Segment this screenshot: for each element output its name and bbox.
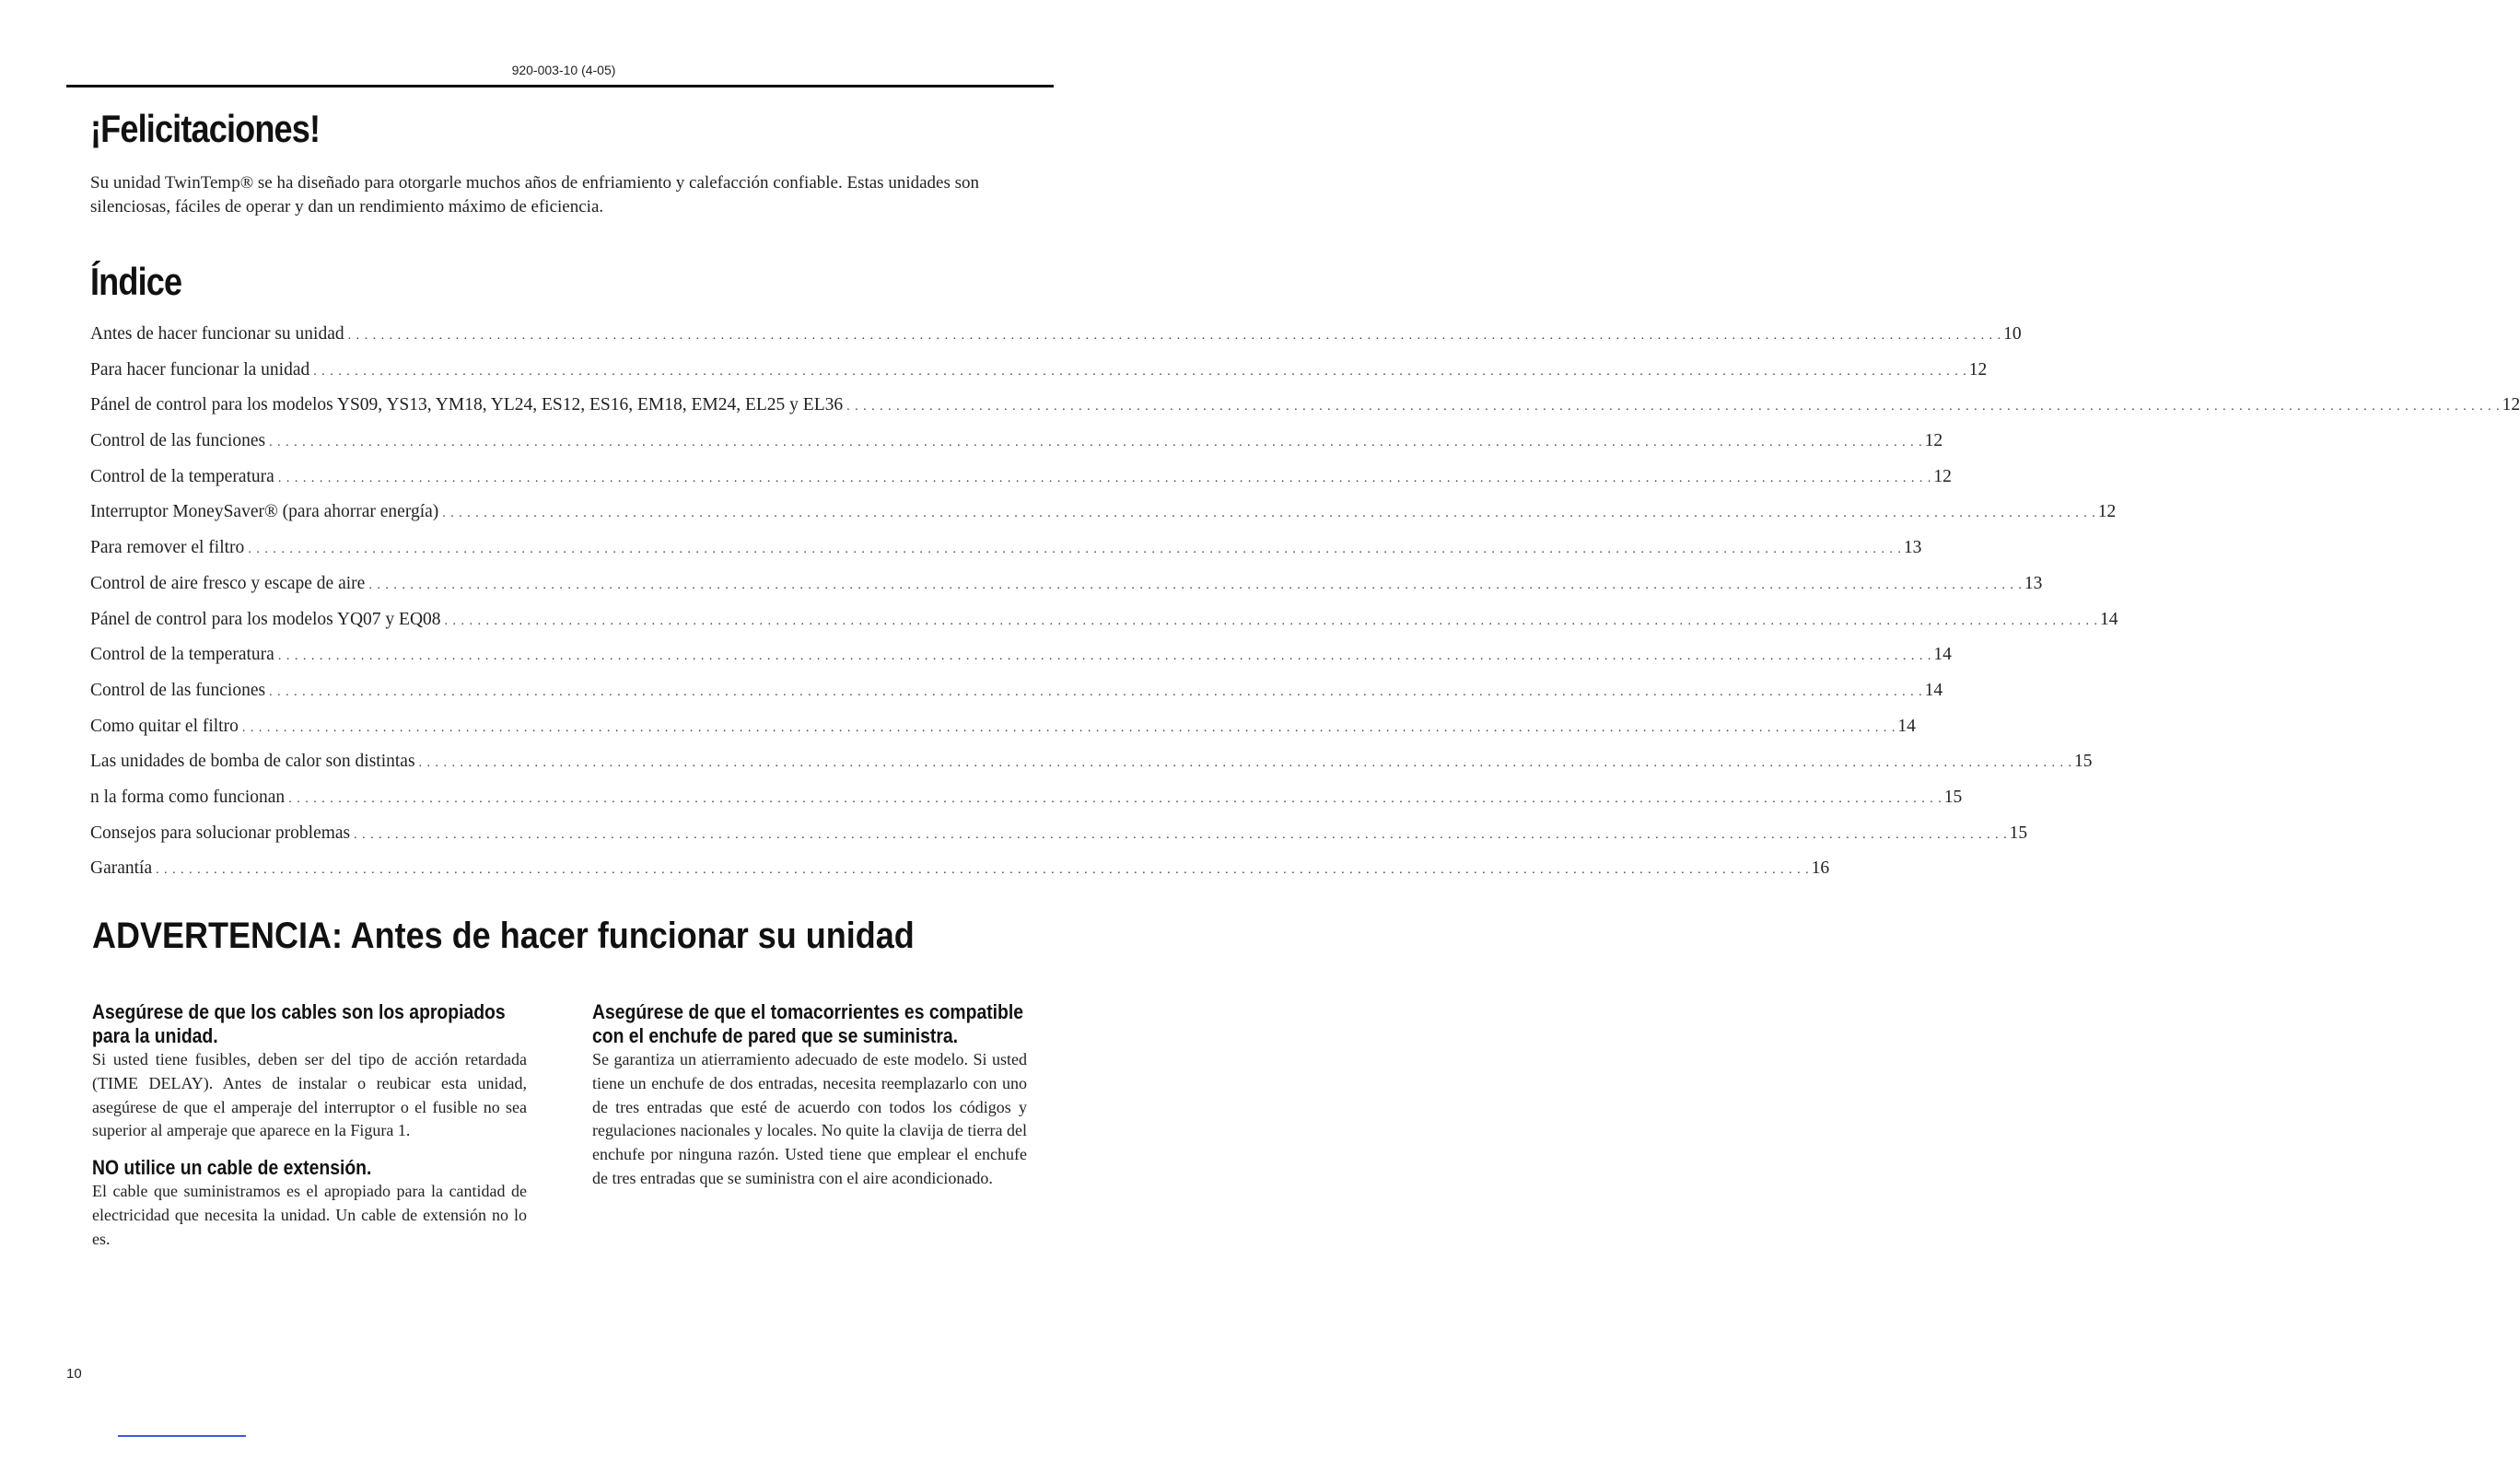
toc-entry-page: 12 [1968, 359, 1988, 379]
warning-title: ADVERTENCIA: Antes de hacer funcionar su unidad [92, 916, 915, 956]
toc-leader-dots: . . . . . . . . . . . . . . . . . . . . . . . . . . . . . . . . . . . . . . . . . . . . . . . . . . . . . . . . . . . . . . . . . . . . . . . . . . . . . . . . . . . . . . . . . . . . . . . . . . . . . . . . . . . . . . . . . . . . . . . . . . . . . . . . . . . . . . . . . . . . . . . . . . . . . . . . . . . . . . . . . . . . . . . . . . . . . . . . . . . . . . . . . . . . . . . . . . . . . . . . [368, 578, 2023, 592]
toc-entry-page: 14 [2100, 609, 2118, 629]
toc-leader-dots: . . . . . . . . . . . . . . . . . . . . . . . . . . . . . . . . . . . . . . . . . . . . . . . . . . . . . . . . . . . . . . . . . . . . . . . . . . . . . . . . . . . . . . . . . . . . . . . . . . . . . . . . . . . . . . . . . . . . . . . . . . . . . . . . . . . . . . . . . . . . . . . . . . . . . . . . . . . . . . . . . . . . . . . . . . . . . . . . . . . . . . . . . . . . . . . . . . . . . . . . [444, 613, 2099, 628]
toc-entry-title: Control de las funciones [90, 680, 266, 700]
outlet-heading: Asegúrese de que el tomacorrientes es compatible con el enchufe de pared que se suministra. [592, 1000, 1024, 1047]
intro-paragraph: Su unidad TwinTemp® se ha diseñado para otorgarle muchos años de enfriamiento y calefacción confiable. Estas unidades son silenciosas, fáciles de operar y dan un rendimiento máximo de eficiencia. [90, 173, 980, 216]
toc-entry[interactable] [90, 858, 1830, 894]
toc-entry-page: 14 [1897, 716, 1916, 736]
header-rule [66, 85, 1054, 88]
toc-leader-dots: . . . . . . . . . . . . . . . . . . . . . . . . . . . . . . . . . . . . . . . . . . . . . . . . . . . . . . . . . . . . . . . . . . . . . . . . . . . . . . . . . . . . . . . . . . . . . . . . . . . . . . . . . . . . . . . . . . . . . . . . . . . . . . . . . . . . . . . . . . . . . . . . . . . . . . . . . . . . . . . . . . . . . . . . . . . . . . . . . . . . . . . . . . . . . . . . . . . . . . . . [248, 543, 1902, 557]
toc-entry-page: 12 [1933, 466, 1952, 486]
toc-entry[interactable] [90, 787, 1963, 823]
toc-entry[interactable] [90, 823, 2028, 859]
toc-entry[interactable] [90, 573, 2043, 610]
toc-entry[interactable] [90, 609, 2118, 646]
toc-entry-page: 12 [2097, 502, 2117, 522]
toc-leader-dots: . . . . . . . . . . . . . . . . . . . . . . . . . . . . . . . . . . . . . . . . . . . . . . . . . . . . . . . . . . . . . . . . . . . . . . . . . . . . . . . . . . . . . . . . . . . . . . . . . . . . . . . . . . . . . . . . . . . . . . . . . . . . . . . . . . . . . . . . . . . . . . . . . . . . . . . . . . . . . . . . . . . . . . . . . . . . . . . . . . . . . . . . . . . . . . . . . . . . . . . . [269, 436, 1923, 450]
toc-entry-title: Como quitar el filtro [90, 716, 239, 736]
toc-entry-title: Pánel de control para los modelos YS09, YS13, YM18, YL24, ES12, ES16, EM18, EM24, EL25 y EL36 [90, 395, 844, 415]
toc-entry[interactable] [90, 324, 2022, 360]
toc-entry[interactable] [90, 716, 1916, 753]
document-code: 920-003-10 (4-05) [511, 63, 616, 77]
toc-leader-dots: . . . . . . . . . . . . . . . . . . . . . . . . . . . . . . . . . . . . . . . . . . . . . . . . . . . . . . . . . . . . . . . . . . . . . . . . . . . . . . . . . . . . . . . . . . . . . . . . . . . . . . . . . . . . . . . . . . . . . . . . . . . . . . . . . . . . . . . . . . . . . . . . . . . . . . . . . . . . . . . . . . . . . . . . . . . . . . . . . . . . . . . . . . . . . . . . . . . . . . . . [846, 400, 2501, 414]
toc-entry-page: 14 [1933, 645, 1952, 665]
toc-entry[interactable] [90, 431, 1943, 467]
toc-entry-page: 12 [2502, 395, 2520, 415]
index-title: Índice [90, 260, 182, 303]
toc-entry[interactable] [90, 502, 2117, 538]
toc-leader-dots: . . . . . . . . . . . . . . . . . . . . . . . . . . . . . . . . . . . . . . . . . . . . . . . . . . . . . . . . . . . . . . . . . . . . . . . . . . . . . . . . . . . . . . . . . . . . . . . . . . . . . . . . . . . . . . . . . . . . . . . . . . . . . . . . . . . . . . . . . . . . . . . . . . . . . . . . . . . . . . . . . . . . . . . . . . . . . . . . . . . . . . . . . . . . . . . . . . . . . . . . [347, 329, 2002, 343]
toc-leader-dots: . . . . . . . . . . . . . . . . . . . . . . . . . . . . . . . . . . . . . . . . . . . . . . . . . . . . . . . . . . . . . . . . . . . . . . . . . . . . . . . . . . . . . . . . . . . . . . . . . . . . . . . . . . . . . . . . . . . . . . . . . . . . . . . . . . . . . . . . . . . . . . . . . . . . . . . . . . . . . . . . . . . . . . . . . . . . . . . . . . . . . . . . . . . . . . . . . . . . . . . . [418, 756, 2073, 771]
toc-entry-title: Control de las funciones [90, 431, 266, 451]
toc-entry-title: Garantía [90, 858, 153, 879]
toc-entry-title: Interruptor MoneySaver® (para ahorrar energía) [90, 502, 439, 522]
toc-entry-title: n la forma como funcionan [90, 787, 286, 807]
warning-left-column [92, 1000, 527, 1252]
toc-entry-title: Control de la temperatura [90, 645, 274, 665]
toc-entry-title: Control de la temperatura [90, 466, 274, 486]
toc-entry-title: Consejos para solucionar problemas [90, 823, 351, 843]
extension-cord-heading: NO utilice un cable de extensión. [92, 1156, 372, 1180]
warning-right-column [592, 1000, 1027, 1191]
wiring-text: Si usted tiene fusibles, deben ser del tipo de acción retardada (TIME DELAY). Antes de instalar o reubicar esta unidad, asegúrese de que el amperaje del interruptor o el fusible no sea superior al amperaje que aparece en la Figura 1. [92, 1050, 527, 1140]
toc-entry-page: 13 [2024, 573, 2043, 593]
toc-entry-title: Control de aire fresco y escape de aire [90, 573, 366, 593]
toc-entry-page: 10 [2003, 324, 2022, 344]
wiring-heading: Asegúrese de que los cables son los apropiados para la unidad. [92, 1000, 506, 1047]
toc-entry-page: 14 [1924, 680, 1943, 700]
extension-cord-text: El cable que suministramos es el apropiado para la cantidad de electricidad que necesita la unidad. Un cable de extensión no lo es. [92, 1182, 527, 1248]
bottom-link-line [118, 1435, 246, 1437]
toc-entry-page: 15 [2009, 823, 2028, 843]
toc-entry[interactable] [90, 538, 1922, 574]
toc-entry-title: Para hacer funcionar la unidad [90, 359, 310, 379]
toc-leader-dots: . . . . . . . . . . . . . . . . . . . . . . . . . . . . . . . . . . . . . . . . . . . . . . . . . . . . . . . . . . . . . . . . . . . . . . . . . . . . . . . . . . . . . . . . . . . . . . . . . . . . . . . . . . . . . . . . . . . . . . . . . . . . . . . . . . . . . . . . . . . . . . . . . . . . . . . . . . . . . . . . . . . . . . . . . . . . . . . . . . . . . . . . . . . . . . . . . . . . . . . . [277, 471, 1932, 485]
toc-entry-page: 16 [1811, 858, 1830, 879]
toc-entry[interactable] [90, 680, 1943, 717]
toc-entry-page: 15 [1943, 787, 1963, 807]
toc-leader-dots: . . . . . . . . . . . . . . . . . . . . . . . . . . . . . . . . . . . . . . . . . . . . . . . . . . . . . . . . . . . . . . . . . . . . . . . . . . . . . . . . . . . . . . . . . . . . . . . . . . . . . . . . . . . . . . . . . . . . . . . . . . . . . . . . . . . . . . . . . . . . . . . . . . . . . . . . . . . . . . . . . . . . . . . . . . . . . . . . . . . . . . . . . . . . . . . . . . . . . . . . [442, 507, 2096, 521]
toc-leader-dots: . . . . . . . . . . . . . . . . . . . . . . . . . . . . . . . . . . . . . . . . . . . . . . . . . . . . . . . . . . . . . . . . . . . . . . . . . . . . . . . . . . . . . . . . . . . . . . . . . . . . . . . . . . . . . . . . . . . . . . . . . . . . . . . . . . . . . . . . . . . . . . . . . . . . . . . . . . . . . . . . . . . . . . . . . . . . . . . . . . . . . . . . . . . . . . . . . . . . . . . . [313, 364, 1967, 379]
toc-entry-page: 15 [2074, 752, 2093, 772]
toc-entry[interactable] [90, 466, 1952, 503]
toc-leader-dots: . . . . . . . . . . . . . . . . . . . . . . . . . . . . . . . . . . . . . . . . . . . . . . . . . . . . . . . . . . . . . . . . . . . . . . . . . . . . . . . . . . . . . . . . . . . . . . . . . . . . . . . . . . . . . . . . . . . . . . . . . . . . . . . . . . . . . . . . . . . . . . . . . . . . . . . . . . . . . . . . . . . . . . . . . . . . . . . . . . . . . . . . . . . . . . . . . . . . . . . . [156, 863, 1810, 878]
congratulations-title: ¡Felicitaciones! [90, 107, 321, 150]
toc-entry-title: Antes de hacer funcionar su unidad [90, 324, 344, 344]
toc-entry-page: 12 [1924, 431, 1943, 451]
toc-leader-dots: . . . . . . . . . . . . . . . . . . . . . . . . . . . . . . . . . . . . . . . . . . . . . . . . . . . . . . . . . . . . . . . . . . . . . . . . . . . . . . . . . . . . . . . . . . . . . . . . . . . . . . . . . . . . . . . . . . . . . . . . . . . . . . . . . . . . . . . . . . . . . . . . . . . . . . . . . . . . . . . . . . . . . . . . . . . . . . . . . . . . . . . . . . . . . . . . . . . . . . . . [269, 684, 1923, 699]
toc-entry[interactable] [90, 359, 1988, 396]
toc-entry-title: Para remover el filtro [90, 538, 245, 558]
toc-leader-dots: . . . . . . . . . . . . . . . . . . . . . . . . . . . . . . . . . . . . . . . . . . . . . . . . . . . . . . . . . . . . . . . . . . . . . . . . . . . . . . . . . . . . . . . . . . . . . . . . . . . . . . . . . . . . . . . . . . . . . . . . . . . . . . . . . . . . . . . . . . . . . . . . . . . . . . . . . . . . . . . . . . . . . . . . . . . . . . . . . . . . . . . . . . . . . . . . . . . . . . . . [241, 720, 1896, 735]
table-of-contents [90, 324, 2520, 894]
outlet-text: Se garantiza un atierramiento adecuado de este modelo. Si usted tiene un enchufe de dos entradas, necesita reemplazarlo con uno de tres entradas que esté de acuerdo con todos los códigos y regulaciones nacionales y locales. No quite la clavija de tierra del enchufe por ninguna razón. Usted tiene que emplear el enchufe de tres entradas que se suministra con el aire acondicionado. [592, 1050, 1027, 1187]
toc-entry[interactable] [90, 645, 1952, 681]
toc-entry-title: Las unidades de bomba de calor son distintas [90, 752, 415, 772]
toc-entry[interactable] [90, 752, 2093, 788]
toc-entry-page: 13 [1903, 538, 1922, 558]
toc-leader-dots: . . . . . . . . . . . . . . . . . . . . . . . . . . . . . . . . . . . . . . . . . . . . . . . . . . . . . . . . . . . . . . . . . . . . . . . . . . . . . . . . . . . . . . . . . . . . . . . . . . . . . . . . . . . . . . . . . . . . . . . . . . . . . . . . . . . . . . . . . . . . . . . . . . . . . . . . . . . . . . . . . . . . . . . . . . . . . . . . . . . . . . . . . . . . . . . . . . . . . . . . [277, 649, 1932, 664]
toc-entry[interactable] [90, 395, 2520, 431]
toc-leader-dots: . . . . . . . . . . . . . . . . . . . . . . . . . . . . . . . . . . . . . . . . . . . . . . . . . . . . . . . . . . . . . . . . . . . . . . . . . . . . . . . . . . . . . . . . . . . . . . . . . . . . . . . . . . . . . . . . . . . . . . . . . . . . . . . . . . . . . . . . . . . . . . . . . . . . . . . . . . . . . . . . . . . . . . . . . . . . . . . . . . . . . . . . . . . . . . . . . . . . . . . . [354, 827, 2008, 842]
page-number: 10 [66, 1366, 82, 1382]
toc-entry-title: Pánel de control para los modelos YQ07 y EQ08 [90, 609, 441, 629]
toc-leader-dots: . . . . . . . . . . . . . . . . . . . . . . . . . . . . . . . . . . . . . . . . . . . . . . . . . . . . . . . . . . . . . . . . . . . . . . . . . . . . . . . . . . . . . . . . . . . . . . . . . . . . . . . . . . . . . . . . . . . . . . . . . . . . . . . . . . . . . . . . . . . . . . . . . . . . . . . . . . . . . . . . . . . . . . . . . . . . . . . . . . . . . . . . . . . . . . . . . . . . . . . . [288, 791, 1942, 806]
